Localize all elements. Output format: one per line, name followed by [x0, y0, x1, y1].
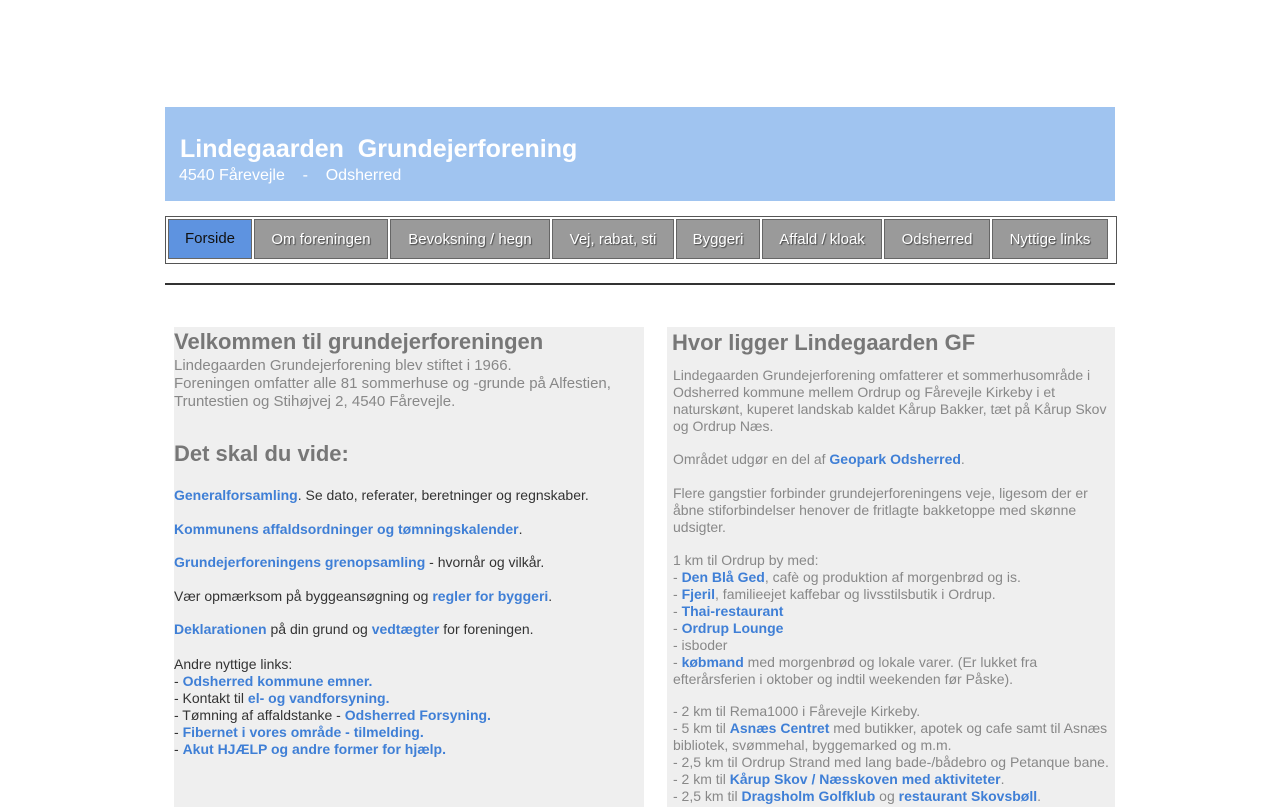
- byggeri-text: Vær opmærksom på byggeansøgning og: [174, 588, 433, 604]
- dash: -: [673, 569, 682, 585]
- info-item-generalforsamling: [174, 487, 642, 504]
- ordrup-item-6: [673, 654, 1109, 688]
- dash: -: [174, 673, 183, 689]
- tab-om-foreningen[interactable]: Om foreningen: [254, 219, 388, 259]
- grenopsamling-link[interactable]: Grundejerforeningens grenopsamling: [174, 554, 426, 570]
- distance-asnaes: [673, 720, 1109, 754]
- geopark-link[interactable]: Geopark Odsherred: [829, 451, 961, 467]
- generalforsamling-link[interactable]: Generalforsamling: [174, 487, 298, 503]
- tab-affald-kloak[interactable]: Affald / kloak: [762, 219, 882, 259]
- ordrup-item-3: [673, 603, 1109, 620]
- main-nav: [165, 216, 1117, 264]
- other-links: [174, 656, 642, 758]
- other-link-row-5: [174, 741, 642, 758]
- info-item-byggeri: [174, 588, 642, 605]
- generalforsamling-text: . Se dato, referater, beretninger og regnskaber.: [297, 487, 589, 503]
- dash: -: [174, 724, 183, 740]
- dash: -: [673, 586, 682, 602]
- asnaes-centret-link[interactable]: Asnæs Centret: [729, 720, 830, 736]
- other-link-row-2: [174, 690, 642, 707]
- ordrup-list: [673, 552, 1109, 688]
- info-heading: Det skal du vide:: [174, 441, 349, 466]
- location-p2: [673, 451, 1109, 468]
- intro-line-2: Foreningen omfatter alle 81 sommerhuse og -grunde på Alfestien, Truntestien og Stihøjvej 2, 4540 Fårevejle.: [174, 375, 611, 410]
- asnaes-text: - 5 km til: [673, 720, 730, 736]
- regler-byggeri-link[interactable]: regler for byggeri: [432, 588, 549, 604]
- ordrup-item-2: [673, 586, 1109, 603]
- restaurant-skovsboell-link[interactable]: restaurant Skovsbøll: [898, 788, 1038, 804]
- golf-end: .: [1037, 788, 1042, 804]
- grenopsamling-text: - hvornår og vilkår.: [425, 554, 545, 570]
- kaarup-skov-link[interactable]: Kårup Skov / Næsskoven med aktiviteter: [729, 771, 1001, 787]
- ordrup-item-4: [673, 620, 1109, 637]
- dragsholm-golfklub-link[interactable]: Dragsholm Golfklub: [741, 788, 876, 804]
- ordrup-label: 1 km til Ordrup by med:: [673, 552, 819, 568]
- fjeril-text: , familieejet kaffebar og livsstilsbutik i Ordrup.: [715, 586, 996, 602]
- welcome-panel: [174, 327, 644, 807]
- location-p1: Lindegaarden Grundejerforening omfatterer et sommerhusområde i Odsherred kommune mellem Ordrup og Fårevejle Kirkeby i et naturskønt, kuperet landskab kaldet Kårup Bakker, tæt på Kårup Skov og Ordrup Næs.: [673, 367, 1107, 434]
- dash: -: [673, 654, 682, 670]
- distance-strand: - 2,5 km til Ordrup Strand med lang bade-/bådebro og Petanque bane.: [673, 754, 1109, 770]
- golf-mid: og: [875, 788, 899, 804]
- odsherred-emner-link[interactable]: Odsherred kommune emner.: [182, 673, 373, 689]
- affald-text: .: [518, 521, 523, 537]
- fibernet-link[interactable]: Fibernet i vores område - tilmelding.: [182, 724, 424, 740]
- tomning-text: - Tømning af affaldstanke -: [174, 707, 345, 723]
- other-link-row-4: [174, 724, 642, 741]
- tab-byggeri[interactable]: Byggeri: [676, 219, 760, 259]
- divider: [165, 283, 1115, 285]
- koebmand-text: med morgenbrød og lokale varer. (Er lukket fra efterårsferien i oktober og indtil weekenden før Påske).: [673, 654, 1038, 687]
- intro-line-1: Lindegaarden Grundejerforening blev stiftet i 1966.: [174, 357, 512, 374]
- tab-forside[interactable]: Forside: [168, 219, 252, 259]
- vedtaegter-link[interactable]: vedtægter: [371, 621, 440, 637]
- odsherred-forsyning-link[interactable]: Odsherred Forsyning.: [344, 707, 491, 723]
- kontakt-text: - Kontakt til: [174, 690, 248, 706]
- distance-golf: [673, 788, 1109, 805]
- ordrup-lounge-link[interactable]: Ordrup Lounge: [681, 620, 784, 636]
- info-item-deklaration: [174, 621, 642, 638]
- geopark-text: Området udgør en del af: [673, 451, 830, 467]
- deklaration-text-2: for foreningen.: [439, 621, 534, 637]
- fjeril-link[interactable]: Fjeril: [681, 586, 716, 602]
- welcome-intro: [174, 357, 639, 411]
- golf-text: - 2,5 km til: [673, 788, 742, 804]
- tab-bevoksning-hegn[interactable]: Bevoksning / hegn: [390, 219, 550, 259]
- dash: -: [673, 603, 682, 619]
- ordrup-item-1: [673, 569, 1109, 586]
- tab-nyttige-links[interactable]: Nyttige links: [992, 219, 1108, 259]
- deklaration-text-1: på din grund og: [266, 621, 372, 637]
- site-header: [165, 107, 1115, 201]
- site-subtitle: 4540 Fårevejle - Odsherred: [179, 167, 402, 184]
- ordrup-item-5: - isboder: [673, 637, 728, 653]
- tab-odsherred[interactable]: Odsherred: [884, 219, 990, 259]
- den-blaa-ged-text: , cafè og produktion af morgenbrød og is.: [764, 569, 1021, 585]
- affaldsordninger-link[interactable]: Kommunens affaldsordninger og tømningskalender: [174, 521, 519, 537]
- dash: -: [174, 741, 183, 757]
- location-heading: Hvor ligger Lindegaarden GF: [672, 330, 976, 355]
- welcome-heading: Velkommen til grundejerforeningen: [174, 329, 544, 354]
- skov-end: .: [1000, 771, 1005, 787]
- location-panel: [667, 327, 1115, 807]
- info-item-affald: [174, 521, 642, 538]
- distance-skov: [673, 771, 1109, 788]
- el-vand-link[interactable]: el- og vandforsyning.: [247, 690, 390, 706]
- distance-list: [673, 703, 1109, 805]
- koebmand-link[interactable]: købmand: [681, 654, 744, 670]
- other-link-row-3: [174, 707, 642, 724]
- deklarationen-link[interactable]: Deklarationen: [174, 621, 267, 637]
- thai-restaurant-link[interactable]: Thai-restaurant: [681, 603, 784, 619]
- other-link-row-1: [174, 673, 642, 690]
- info-item-grenopsamling: [174, 554, 642, 571]
- geopark-end: .: [960, 451, 965, 467]
- den-blaa-ged-link[interactable]: Den Blå Ged: [681, 569, 765, 585]
- asnaes-end: med butikker, apotek og cafe samt til Asnæs bibliotek, svømmehal, byggemarked og m.m.: [673, 720, 1108, 753]
- dash: -: [673, 620, 682, 636]
- distance-rema: - 2 km til Rema1000 i Fårevejle Kirkeby.: [673, 703, 921, 719]
- byggeri-end: .: [548, 588, 553, 604]
- site-title: Lindegaarden Grundejerforening: [180, 135, 578, 163]
- akut-hjaelp-link[interactable]: Akut HJÆLP og andre former for hjælp.: [182, 741, 446, 757]
- tab-vej-rabat-sti[interactable]: Vej, rabat, sti: [552, 219, 674, 259]
- location-p3: Flere gangstier forbinder grundejerforeningens veje, ligesom der er åbne stiforbindelser henover de fritlagte bakketoppe med skønne udsigter.: [673, 485, 1088, 535]
- other-links-label: Andre nyttige links:: [174, 656, 293, 672]
- skov-text: - 2 km til: [673, 771, 730, 787]
